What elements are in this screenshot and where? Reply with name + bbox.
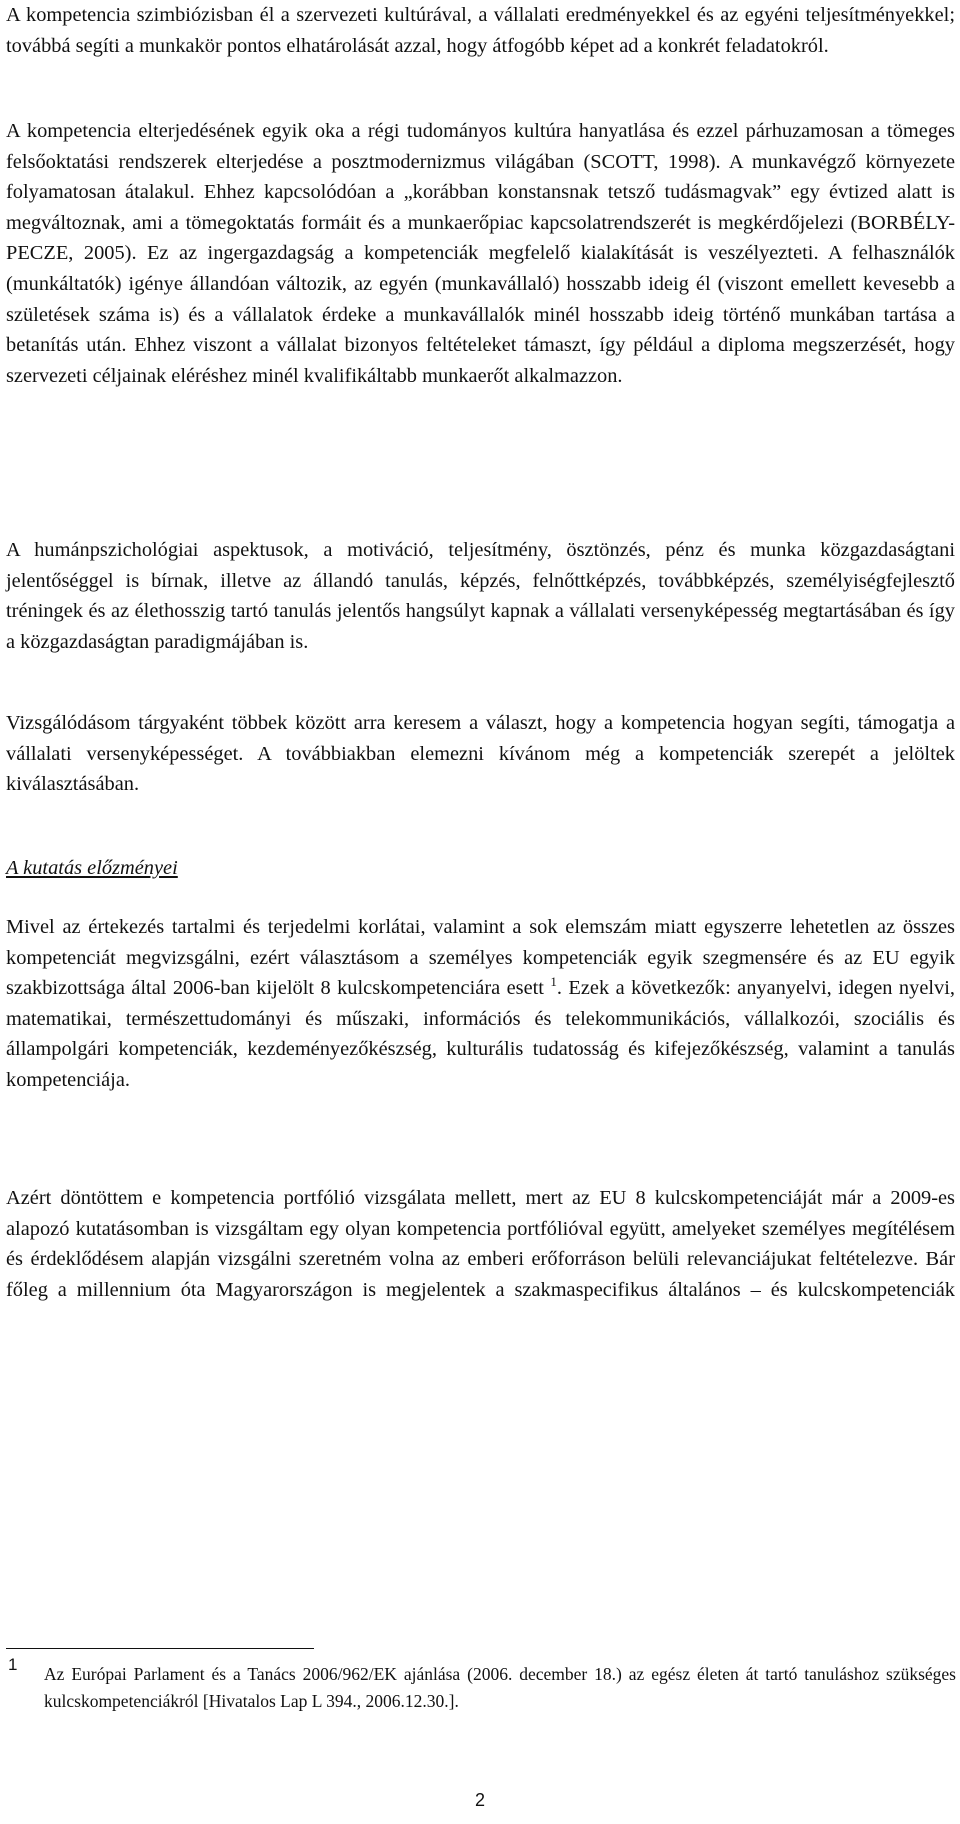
footnote-number: 1 [8,1655,18,1674]
page-number: 2 [474,1790,485,1810]
paragraph-human-psychology: A humánpszichológiai aspektusok, a motiváció, teljesítmény, ösztönzés, pénz és munka közgazdaságtani jelentőséggel is bírnak, illetve az állandó tanulás, képzés, felnőttképzés, továbbképzés, személyiségfejlesztő tréningek és az élethosszig tartó tanulás jelentős hangsúlyt kapnak a vállalati versenyképesség megtartásában és így a közgazdaságtan paradigmájában is. [6,539,955,653]
paragraph-competence-spread: A kompetencia elterjedésének egyik oka a régi tudományos kultúra hanyatlása és ezzel párhuzamosan a tömeges felsőoktatási rendszerek elterjedése a posztmodernizmus világában (SCOTT, 1998). A munkavégző környezete folyamatosan átalakul. Ehhez kapcsolódóan a „korábban konstansnak tetsző tudásmagvak” egy évtized alatt is megváltoznak, ami a tömegoktatás formáit és a munkaerőpiac kapcsolatrendszerét is megkérdőjelezi (BORBÉLY-PECZE, 2005). Ez az ingergazdagság a kompetenciák megfelelő kialakítását is veszélyezteti. A felhasználók (munkáltatók) igénye állandóan változik, az egyén (munkavállaló) hosszabb ideig él (viszont emellett kevesebb a születések száma is) és a vállalatok érdeke a munkavállalók minél hosszabb ideig történő munkában tartása a betanítás után. Ehhez viszont a vállalat bizonyos feltételeket támaszt, így például a diploma megszerzését, hogy szervezeti céljainak eléréshez minél kvalifikáltabb munkaerőt alkalmazzon. [6,120,955,387]
paragraph-key-competences-part1: Mivel az értekezés tartalmi és terjedelmi korlátai, valamint a sok elemszám miatt egyszerre lehetetlen az összes kompetenciát megvizsgálni, ezért választásom a személyes kompetenciák egyik szegmensére és az EU egyik szakbizottsága által 2006-ban kijelölt 8 kulcskompetenciára esett [6,916,955,1000]
footnote-text: Az Európai Parlament és a Tanács 2006/962/EK ajánlása (2006. december 18.) az egész életen át tartó tanuláshoz szükséges kulcskompetenciákról [Hivatalos Lap L 394., 2006.12.30.]. [44,1664,956,1711]
paragraph-competence-symbiosis: A kompetencia szimbiózisban él a szervezeti kultúrával, a vállalati eredményekkel és az egyéni teljesítményekkel; továbbá segíti a munkakör pontos elhatárolását azzal, hogy átfogóbb képet ad a konkrét feladatokról. [6,4,955,57]
paragraph-key-competences-part2: . Ezek a következők: anyanyelvi, idegen nyelvi, matematikai, természettudományi és műszaki, információs és telekommunikációs, vállalkozói, szociális és állampolgári kompetenciák, kezdeményezőkészség, kulturális tudatosság és kifejezőkészség, valamint a tanulás kompetenciája. [6,977,955,1091]
paragraph-portfolio-choice: Azért döntöttem e kompetencia portfólió vizsgálata mellett, mert az EU 8 kulcskompetenciáját már a 2009-es alapozó kutatásomban is vizsgáltam egy olyan kompetencia portfólióval együtt, amelyeket személyes megítélésem és érdeklődésem alapján vizsgálni szeretném volna az emberi erőforráson belüli relevanciájukat feltételezve. Bár főleg a millennium óta Magyarországon is megjelentek a szakmaspecifikus általános – és kulcskompetenciák [6,1187,955,1301]
paragraph-research-question: Vizsgálódásom tárgyaként többek között arra keresem a választ, hogy a kompetencia hogyan segíti, támogatja a vállalati versenyképességet. A továbbiakban elemezni kívánom még a kompetenciák szerepét a jelöltek kiválasztásában. [6,712,955,796]
footnote-separator [6,1648,314,1649]
section-heading: A kutatás előzményei [6,857,178,879]
paragraph-key-competences [6,912,955,1096]
footnote-reference[interactable]: 1 [550,974,557,990]
